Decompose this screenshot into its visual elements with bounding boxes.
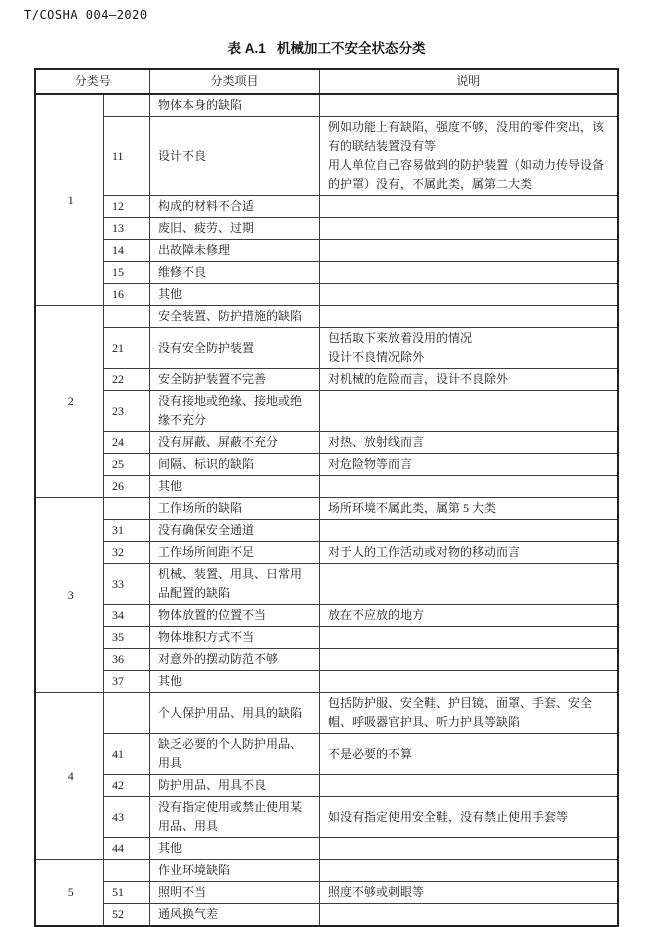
- description-cell: [320, 262, 618, 284]
- item-cell: 机械、装置、用具、日常用品配置的缺陷: [150, 564, 320, 605]
- sub-number-cell: 42: [103, 775, 149, 797]
- table-row: [35, 671, 617, 693]
- sub-number-cell: [103, 498, 149, 520]
- sub-number-cell: 37: [103, 671, 149, 693]
- group-number-cell: 5: [35, 860, 103, 927]
- table-row: [35, 284, 617, 306]
- description-cell: [320, 240, 618, 262]
- table-row: [35, 627, 617, 649]
- table-row: [35, 240, 617, 262]
- item-cell: 物体堆积方式不当: [150, 627, 320, 649]
- item-cell: 安全装置、防护措施的缺陷: [150, 306, 320, 328]
- sub-number-cell: 13: [103, 218, 149, 240]
- sub-number-cell: 22: [103, 369, 149, 391]
- sub-number-cell: [103, 860, 149, 882]
- item-cell: 安全防护装置不完善: [150, 369, 320, 391]
- table-row: [35, 369, 617, 391]
- table-row: [35, 605, 617, 627]
- description-cell: [320, 605, 618, 627]
- item-cell: 物体放置的位置不当: [150, 605, 320, 627]
- description-line: 例如功能上有缺陷，强度不够，没用的零件突出，该有的联结装置没有等: [328, 120, 605, 153]
- description-cell: [320, 328, 618, 369]
- description-cell: [320, 498, 618, 520]
- sub-number-cell: 31: [103, 520, 149, 542]
- sub-number-cell: 51: [103, 882, 149, 904]
- col-header-item: 分类项目: [150, 69, 320, 94]
- table-row: [35, 498, 617, 520]
- description-line: 包括取下来放着没用的情况: [328, 331, 473, 345]
- description-cell: [320, 196, 618, 218]
- item-cell: 对意外的摆动防范不够: [150, 649, 320, 671]
- header-row: [35, 69, 617, 94]
- description-cell: [320, 627, 618, 649]
- description-cell: [320, 306, 618, 328]
- sub-number-cell: 24: [103, 432, 149, 454]
- description-cell: [320, 391, 618, 432]
- sub-number-cell: 52: [103, 904, 149, 927]
- description-cell: [320, 94, 618, 117]
- description-cell: [320, 476, 618, 498]
- group-number-cell: 2: [35, 306, 103, 498]
- item-cell: 构成的材料不合适: [150, 196, 320, 218]
- sub-number-cell: 35: [103, 627, 149, 649]
- sub-number-cell: 44: [103, 838, 149, 860]
- description-cell: [320, 454, 618, 476]
- table-title: 表 A.1 机械加工不安全状态分类: [227, 41, 426, 56]
- description-cell: [320, 671, 618, 693]
- item-cell: 废旧、疲劳、过期: [150, 218, 320, 240]
- item-cell: 设计不良: [150, 117, 320, 196]
- sub-number-cell: 14: [103, 240, 149, 262]
- table-row: [35, 454, 617, 476]
- table-row: [35, 882, 617, 904]
- table-row: [35, 476, 617, 498]
- description-line: 场所环境不属此类，属第 5 大类: [328, 501, 497, 515]
- description-cell: [320, 882, 618, 904]
- item-cell: 工作场所的缺陷: [150, 498, 320, 520]
- item-cell: 其他: [150, 838, 320, 860]
- item-cell: 通风换气差: [150, 904, 320, 927]
- item-cell: 维修不良: [150, 262, 320, 284]
- col-header-class-no: 分类号: [35, 69, 149, 94]
- item-cell: 其他: [150, 671, 320, 693]
- description-cell: [320, 284, 618, 306]
- sub-number-cell: 25: [103, 454, 149, 476]
- sub-number-cell: 32: [103, 542, 149, 564]
- classification-table: [34, 68, 618, 927]
- sub-number-cell: [103, 306, 149, 328]
- sub-number-cell: 12: [103, 196, 149, 218]
- table-row: [35, 797, 617, 838]
- sub-number-cell: 26: [103, 476, 149, 498]
- sub-number-cell: 21: [103, 328, 149, 369]
- description-cell: [320, 838, 618, 860]
- table-row: [35, 734, 617, 775]
- description-line: 对于人的工作活动或对物的移动而言: [328, 545, 521, 559]
- description-cell: [320, 775, 618, 797]
- sub-number-cell: 36: [103, 649, 149, 671]
- description-cell: [320, 117, 618, 196]
- table-row: [35, 860, 617, 882]
- description-line: 不是必要的不算: [328, 746, 413, 761]
- description-cell: [320, 564, 618, 605]
- table-row: [35, 838, 617, 860]
- table-row: [35, 775, 617, 797]
- description-cell: [320, 649, 618, 671]
- item-cell: 照明不当: [150, 882, 320, 904]
- item-cell: 间隔、标识的缺陷: [150, 454, 320, 476]
- table-row: [35, 196, 617, 218]
- sub-number-cell: 16: [103, 284, 149, 306]
- item-cell: 物体本身的缺陷: [150, 94, 320, 117]
- description-cell: [320, 520, 618, 542]
- description-cell: [320, 542, 618, 564]
- table-row: [35, 649, 617, 671]
- description-line: 对热、放射线而言: [328, 435, 425, 449]
- group-number-cell: 4: [35, 693, 103, 860]
- item-cell: 防护用品、用具不良: [150, 775, 320, 797]
- table-row: [35, 564, 617, 605]
- table-row: [35, 94, 617, 117]
- col-header-desc: 说明: [320, 69, 618, 94]
- item-cell: 作业环境缺陷: [150, 860, 320, 882]
- description-cell: [320, 734, 618, 775]
- sub-number-cell: 23: [103, 391, 149, 432]
- item-cell: 其他: [150, 476, 320, 498]
- description-line: 对危险物等而言: [328, 457, 413, 471]
- description-line: 设计不良情况除外: [328, 350, 425, 364]
- table-row: [35, 542, 617, 564]
- description-cell: [320, 218, 618, 240]
- table-row: [35, 391, 617, 432]
- group-number-cell: 3: [35, 498, 103, 693]
- description-line: 对机械的危险而言，设计不良除外: [328, 372, 509, 386]
- item-cell: 没有接地或绝缘、接地或绝缘不充分: [150, 391, 320, 432]
- description-cell: [320, 797, 618, 838]
- table-row: [35, 693, 617, 734]
- description-cell: [320, 693, 618, 734]
- table-row: [35, 218, 617, 240]
- description-line: 如没有指定使用安全鞋，没有禁止使用手套等: [328, 809, 569, 824]
- group-number-cell: 1: [35, 94, 103, 306]
- table-row: [35, 328, 617, 369]
- description-line: 放在不应放的地方: [328, 608, 425, 622]
- description-line: 照度不够或刺眼等: [328, 885, 425, 899]
- table-row: [35, 306, 617, 328]
- table-row: [35, 262, 617, 284]
- item-cell: 缺乏必要的个人防护用品、用具: [150, 734, 320, 775]
- sub-number-cell: 15: [103, 262, 149, 284]
- item-cell: 没有指定使用或禁止使用某用品、用具: [150, 797, 320, 838]
- table-row: [35, 117, 617, 196]
- sub-number-cell: [103, 94, 149, 117]
- table-body: [35, 94, 617, 926]
- sub-number-cell: 43: [103, 797, 149, 838]
- item-cell: 个人保护用品、用具的缺陷: [150, 693, 320, 734]
- standard-code: T/COSHA 004—2020: [24, 8, 148, 22]
- table-row: [35, 432, 617, 454]
- item-cell: 没有安全防护装置: [150, 328, 320, 369]
- description-cell: [320, 369, 618, 391]
- sub-number-cell: 41: [103, 734, 149, 775]
- description-line: 用人单位自己容易做到的防护装置（如动力传导设备的护罩）没有，不属此类，属第二大类: [328, 158, 605, 191]
- sub-number-cell: 11: [103, 117, 149, 196]
- item-cell: 其他: [150, 284, 320, 306]
- item-cell: 没有确保安全通道: [150, 520, 320, 542]
- description-cell: [320, 432, 618, 454]
- description-cell: [320, 860, 618, 882]
- item-cell: 没有屏蔽、屏蔽不充分: [150, 432, 320, 454]
- sub-number-cell: 33: [103, 564, 149, 605]
- sub-number-cell: [103, 693, 149, 734]
- table-row: [35, 520, 617, 542]
- table-row: [35, 904, 617, 927]
- sub-number-cell: 34: [103, 605, 149, 627]
- item-cell: 工作场所间距不足: [150, 542, 320, 564]
- description-cell: [320, 904, 618, 927]
- description-line: 包括防护服、安全鞋、护目镜、面罩、手套、安全帽、呼吸器官护具、听力护具等缺陷: [328, 696, 593, 729]
- item-cell: 出故障未修理: [150, 240, 320, 262]
